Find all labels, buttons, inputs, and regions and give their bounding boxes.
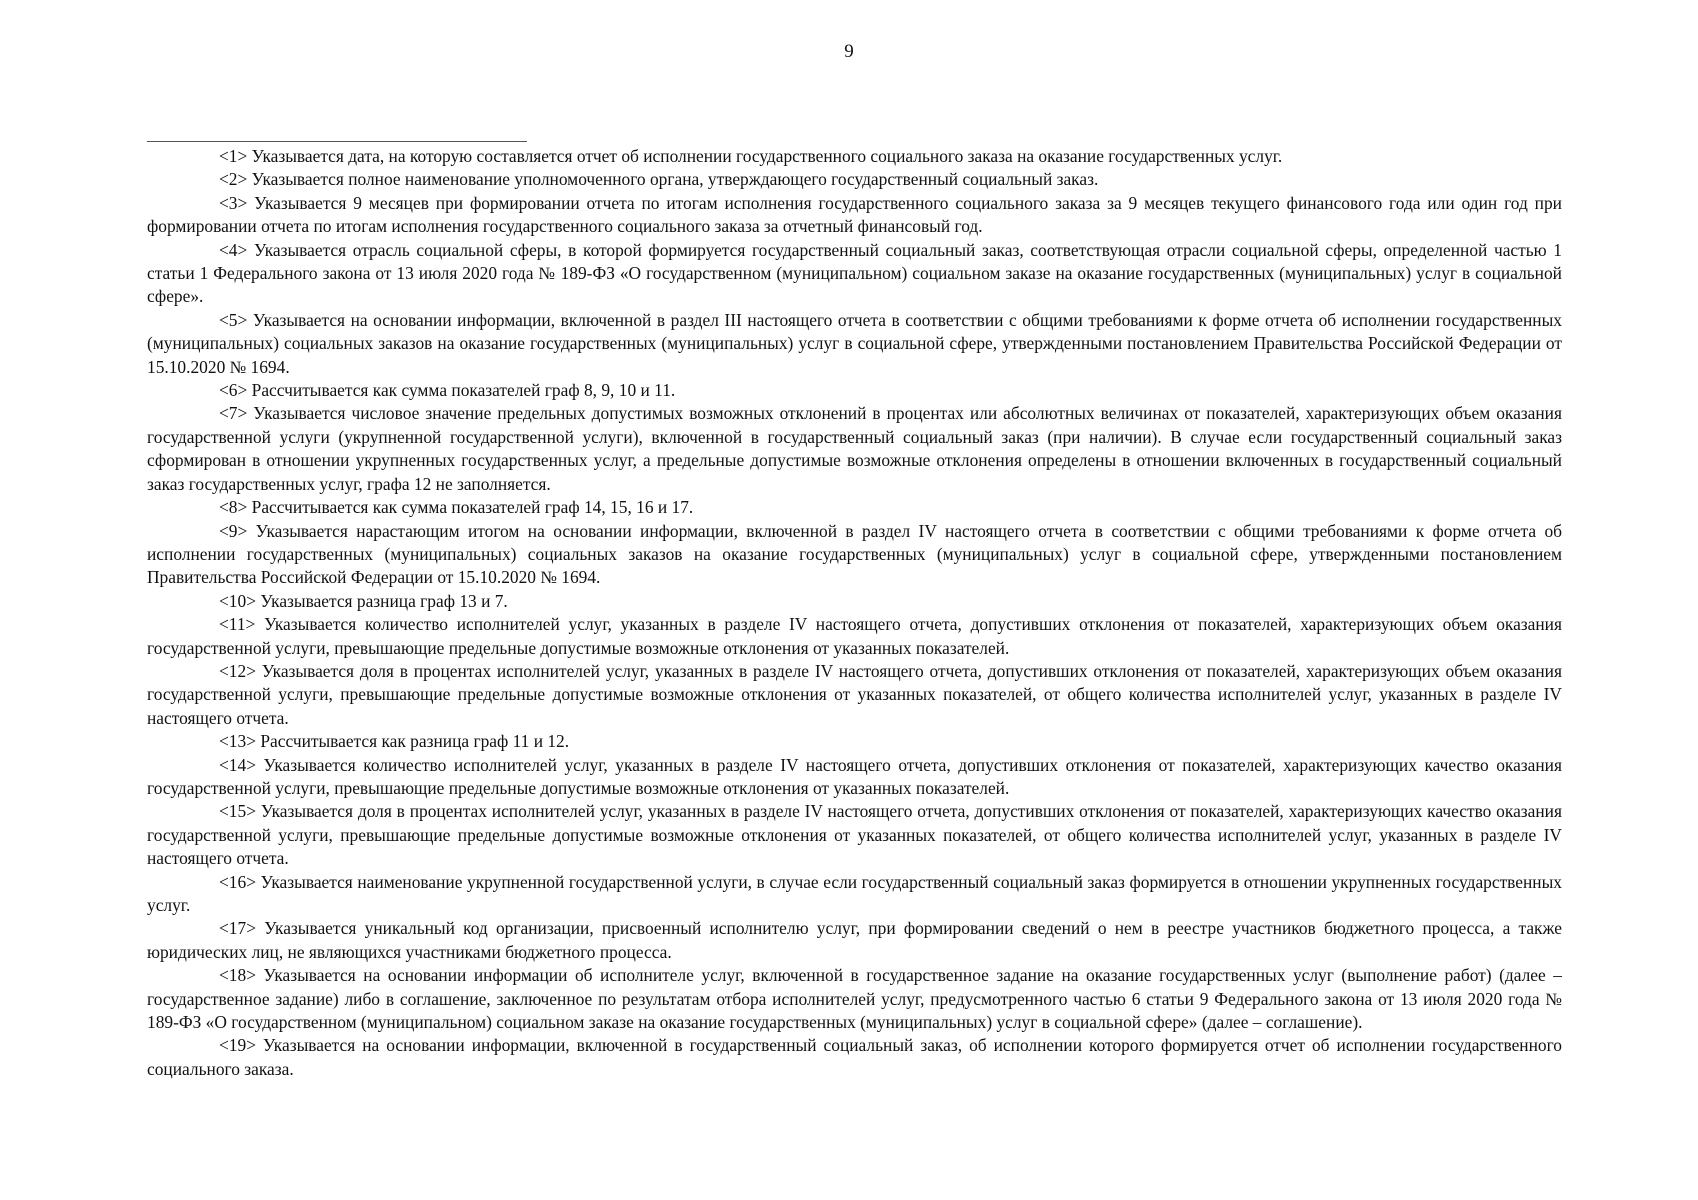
footnote-12: <12> Указывается доля в процентах исполнителей услуг, указанных в разделе IV настоящего отчета, допустивших отклонения от показателей, характеризующих объем оказания государственной услуги, превышающие предельные допустимые возможные отклонения от указанных показателей, от общего количества исполнителей услуг, указанных в разделе IV настоящего отчета. — [147, 660, 1562, 728]
footnote-17: <17> Указывается уникальный код организации, присвоенный исполнителю услуг, при формировании сведений о нем в реестре участников бюджетного процесса, а также юридических лиц, не являющихся участниками бюджетного процесса. — [147, 918, 1562, 962]
footnote-13: <13> Рассчитывается как разница граф 11 и 12. — [219, 731, 570, 752]
footnote-separator — [147, 141, 527, 142]
footnote-15: <15> Указывается доля в процентах исполнителей услуг, указанных в разделе IV настоящего отчета, допустивших отклонения от показателей, характеризующих качество оказания государственной услуги, превышающие предельные допустимые возможные отклонения от указанных показателей, от общего количества исполнителей услуг, указанных в разделе IV настоящего отчета. — [147, 801, 1562, 869]
footnote-2: <2> Указывается полное наименование уполномоченного органа, утверждающего государственный социальный заказ. — [219, 169, 1099, 190]
footnote-5: <5> Указывается на основании информации, включенной в раздел III настоящего отчета в соответствии с общими требованиями к форме отчета об исполнении государственных (муниципальных) социальных заказов на оказание государственных (муниципальных) услуг в социальной сфере, утвержденными постановлением Правительства Российской Федерации от 15.10.2020 № 1694. — [147, 309, 1562, 377]
footnote-10: <10> Указывается разница граф 13 и 7. — [219, 590, 508, 611]
footnote-18: <18> Указывается на основании информации об исполнителе услуг, включенной в государственное задание на оказание государственных услуг (выполнение работ) (далее – государственное задание) либо в соглашение, заключенное по результатам отбора исполнителей услуг, предусмотренного частью 6 статьи 9 Федерального закона от 13 июля 2020 года № 189-ФЗ «О государственном (муниципальном) социальном заказе на оказание государственных (муниципальных) услуг в социальной сфере» (далее – соглашение). — [147, 965, 1562, 1033]
footnote-8: <8> Рассчитывается как сумма показателей граф 14, 15, 16 и 17. — [219, 497, 694, 518]
footnote-14: <14> Указывается количество исполнителей услуг, указанных в разделе IV настоящего отчета, допустивших отклонения от показателей, характеризующих качество оказания государственной услуги, превышающие предельные допустимые возможные отклонения от указанных показателей. — [147, 754, 1562, 798]
page-number: 9 — [844, 41, 854, 62]
footnote-9: <9> Указывается нарастающим итогом на основании информации, включенной в раздел IV настоящего отчета в соответствии с общими требованиями к форме отчета об исполнении государственных (муниципальных) социальных заказов на оказание государственных (муниципальных) услуг в социальной сфере, утвержденными постановлением Правительства Российской Федерации от 15.10.2020 № 1694. — [147, 520, 1562, 588]
footnote-6: <6> Рассчитывается как сумма показателей граф 8, 9, 10 и 11. — [219, 380, 676, 401]
footnote-1: <1> Указывается дата, на которую составляется отчет об исполнении государственного социального заказа на оказание государственных услуг. — [219, 146, 1283, 166]
footnote-4: <4> Указывается отрасль социальной сферы, в которой формируется государственный социальный заказ, соответствующая отрасли социальной сферы, определенной частью 1 статьи 1 Федерального закона от 13 июля 2020 года № 189-ФЗ «О государственном (муниципальном) социальном заказе на оказание государственных (муниципальных) услуг в социальной сфере». — [147, 239, 1562, 307]
footnote-7: <7> Указывается числовое значение предельных допустимых возможных отклонений в процентах или абсолютных величинах от показателей, характеризующих объем оказания государственной услуги (укрупненной государственной услуги), включенной в государственный социальный заказ (при наличии). В случае если государственный социальный заказ сформирован в отношении укрупненных государственных услуг, а предельные допустимые возможные отклонения определены в отношении включенных в государственный социальный заказ государственных услуг, графа 12 не заполняется. — [147, 403, 1562, 494]
footnote-3: <3> Указывается 9 месяцев при формировании отчета по итогам исполнения государственного социального заказа за 9 месяцев текущего финансового года или один год при формировании отчета по итогам исполнения государственного социального заказа за отчетный финансовый год. — [147, 192, 1562, 237]
footnotes-section — [147, 145, 1562, 1081]
footnote-19: <19> Указывается на основании информации, включенной в государственный социальный заказ, об исполнении которого формируется отчет об исполнении государственного социального заказа. — [147, 1035, 1562, 1079]
footnote-16: <16> Указывается наименование укрупненной государственной услуги, в случае если государственный социальный заказ формируется в отношении укрупненных государственных услуг. — [147, 871, 1562, 915]
footnote-11: <11> Указывается количество исполнителей услуг, указанных в разделе IV настоящего отчета, допустивших отклонения от показателей, характеризующих объем оказания государственной услуги, превышающие предельные допустимые возможные отклонения от указанных показателей. — [147, 614, 1562, 658]
